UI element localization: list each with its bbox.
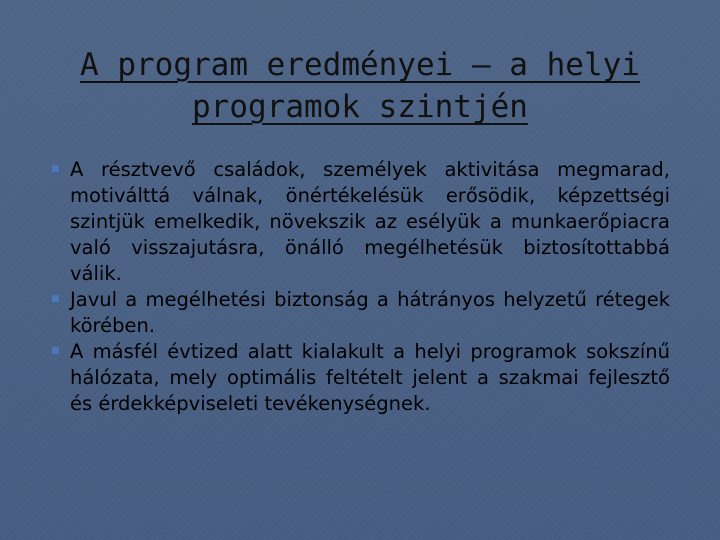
slide-title — [40, 44, 680, 128]
bullet-text: Javul a megélhetési biztonság a hátrányos helyzetű rétegek körében. — [70, 288, 670, 337]
bullet-text: A másfél évtized alatt kialakult a helyi programok sokszínű hálózata, mely optimális feltételt jelent a szakmai fejlesztő és érdekképviseleti tevékenységnek. — [70, 340, 670, 415]
square-bullet-icon — [52, 347, 61, 356]
bullet-item — [52, 157, 670, 287]
slide-title-line-1: A program eredményei – a helyi — [80, 47, 640, 83]
square-bullet-icon — [52, 165, 61, 174]
square-bullet-icon — [52, 295, 61, 304]
bullet-item — [52, 339, 670, 417]
bullet-text: A résztvevő családok, személyek aktivitása megmarad, motiválttá válnak, önértékelésük erősödik, képzettségi szintjük emelkedik, növekszik az esélyük a munkaerőpiacra való visszajutásra, önálló megélhetésük biztosítottabbá válik. — [70, 158, 670, 285]
slide-title-line-2: programok szintjén — [192, 89, 528, 125]
bullet-item — [52, 287, 670, 339]
bullet-list — [52, 157, 670, 417]
